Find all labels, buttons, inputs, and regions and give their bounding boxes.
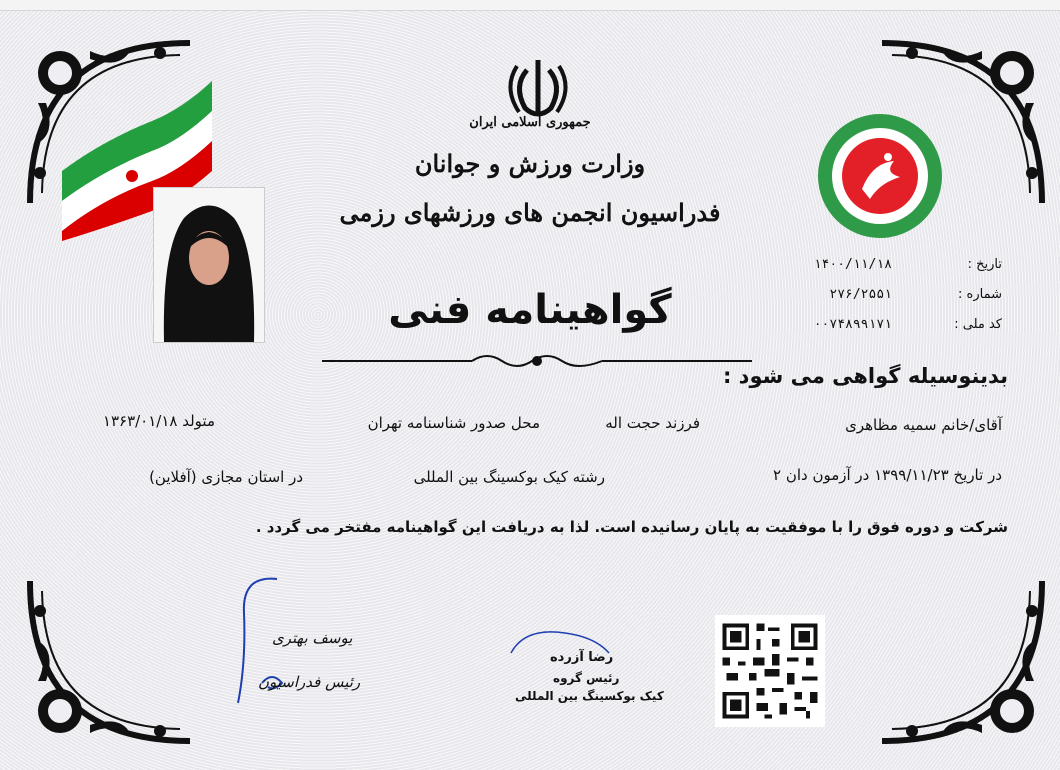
- title-divider: [322, 349, 752, 373]
- president-name: یوسف بهتری: [272, 629, 353, 647]
- republic-label: جمهوری اسلامی ایران: [469, 115, 591, 130]
- verification-qr-code[interactable]: [715, 615, 825, 727]
- field-line: رشته کیک بوکسینگ بین المللی: [413, 468, 605, 486]
- national-code-value: ۰۰۷۴۸۹۹۱۷۱: [813, 317, 892, 332]
- corner-ornament-bottom-left: [20, 571, 200, 751]
- father-name: فرزند حجت اله: [605, 414, 700, 432]
- number-value: ۲۷۶/۲۵۵۱: [829, 287, 892, 302]
- holder-name: آقای/خانم سمیه مظاهری: [845, 416, 1002, 434]
- federation-logo: [810, 111, 950, 241]
- date-row: [762, 257, 1002, 279]
- date-label: تاریخ :: [967, 257, 1002, 272]
- exam-line: در تاریخ ۱۳۹۹/۱۱/۲۳ در آزمون دان ۲: [772, 466, 1002, 484]
- number-label: شماره :: [958, 287, 1002, 302]
- date-value: ۱۴۰۰/۱۱/۱۸: [813, 257, 892, 272]
- corner-ornament-bottom-right: [872, 571, 1052, 751]
- number-row: [762, 287, 1002, 309]
- group-head-field: کیک بوکسینگ بین المللی: [515, 689, 664, 703]
- closing-line: شرکت و دوره فوق را با موفقیت به پایان رسانیده است. لذا به دریافت این گواهینامه مفتخر می گردد .: [255, 518, 1008, 536]
- national-code-row: [762, 317, 1002, 339]
- birth-date: متولد ۱۳۶۳/۰۱/۱۸: [102, 412, 215, 430]
- ministry-label: وزارت ورزش و جوانان: [414, 149, 646, 178]
- certificate-title: گواهینامه فنی: [388, 287, 672, 333]
- issue-place: محل صدور شناسنامه تهران: [367, 414, 540, 432]
- iran-emblem-icon: [505, 56, 571, 118]
- province-line: در استان مجازی (آفلاین): [149, 468, 303, 486]
- intro-line: بدینوسیله گواهی می شود :: [722, 364, 1008, 388]
- group-head-name: رضا آزرده: [550, 650, 614, 665]
- president-title: رئیس فدراسیون: [258, 673, 361, 691]
- certificate: [0, 10, 1060, 770]
- top-strip: [0, 0, 1060, 10]
- national-code-label: کد ملی :: [954, 317, 1002, 332]
- group-head-title: رئیس گروه: [553, 671, 620, 685]
- federation-label: فدراسیون انجمن های ورزشهای رزمی: [339, 198, 721, 227]
